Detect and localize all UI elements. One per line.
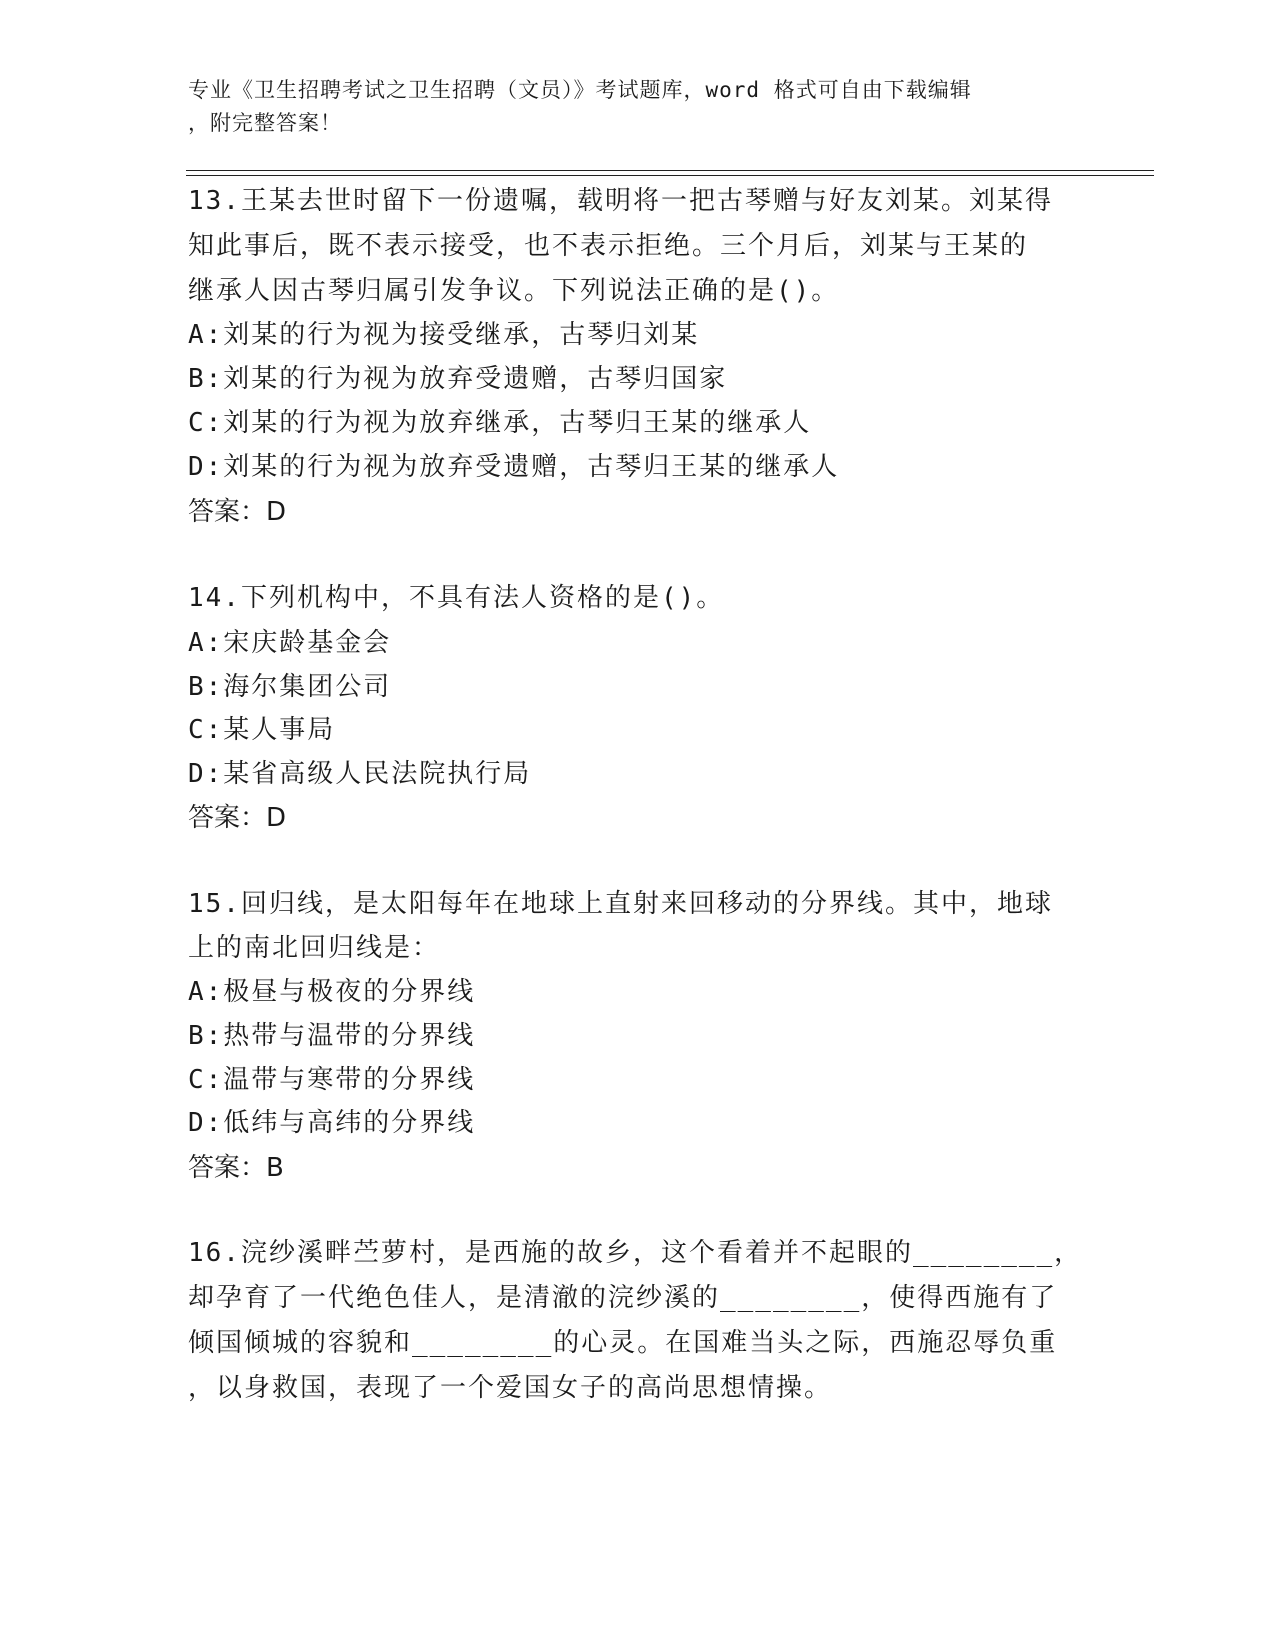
- question-13-stem-2: 知此事后，既不表示接受，也不表示拒绝。三个月后，刘某与王某的: [188, 231, 1029, 261]
- document-header: [188, 74, 1068, 140]
- question-15-stem-1: 15.回归线，是太阳每年在地球上直射来回移动的分界线。其中，地球: [188, 889, 1053, 919]
- question-13-option-b: B:刘某的行为视为放弃受遗赠，古琴归国家: [188, 364, 728, 394]
- question-14-stem-1: 14.下列机构中，不具有法人资格的是()。: [188, 583, 725, 613]
- question-15-stem-2: 上的南北回归线是：: [188, 933, 441, 963]
- header-rule-top: [186, 170, 1154, 171]
- question-15-answer: 答案：B: [188, 1153, 284, 1183]
- question-14-answer: 答案：D: [188, 803, 287, 833]
- question-13-option-d: D:刘某的行为视为放弃受遗赠，古琴归王某的继承人: [188, 452, 840, 482]
- question-13-option-c: C:刘某的行为视为放弃继承，古琴归王某的继承人: [188, 408, 812, 438]
- question-16-stem-2: 却孕育了一代绝色佳人，是清澈的浣纱溪的________，使得西施有了: [188, 1283, 1058, 1313]
- question-13-stem-3: 继承人因古琴归属引发争议。下列说法正确的是()。: [188, 276, 840, 306]
- question-13-stem-1: 13.王某去世时留下一份遗嘱，载明将一把古琴赠与好友刘某。刘某得: [188, 186, 1053, 216]
- question-14-option-d: D:某省高级人民法院执行局: [188, 759, 532, 789]
- question-13-answer: 答案：D: [188, 497, 287, 527]
- question-16-stem-4: ，以身救国，表现了一个爱国女子的高尚思想情操。: [188, 1373, 833, 1403]
- question-14-option-a: A:宋庆龄基金会: [188, 628, 392, 658]
- question-15-option-a: A:极昼与极夜的分界线: [188, 977, 476, 1007]
- question-16-stem-1: 16.浣纱溪畔苎萝村，是西施的故乡，这个看着并不起眼的________，: [188, 1238, 1083, 1268]
- header-rule-bottom: [186, 175, 1154, 176]
- header-line-2: ，附完整答案！: [188, 111, 342, 135]
- question-16-stem-3: 倾国倾城的容貌和________的心灵。在国难当头之际，西施忍辱负重: [188, 1328, 1058, 1358]
- question-14-option-b: B:海尔集团公司: [188, 672, 392, 702]
- question-15-option-c: C:温带与寒带的分界线: [188, 1065, 476, 1095]
- question-15-option-b: B:热带与温带的分界线: [188, 1021, 476, 1051]
- question-13-option-a: A:刘某的行为视为接受继承，古琴归刘某: [188, 320, 700, 350]
- question-14-option-c: C:某人事局: [188, 715, 336, 745]
- question-15-option-d: D:低纬与高纬的分界线: [188, 1108, 476, 1138]
- header-line-1: 专业《卫生招聘考试之卫生招聘（文员）》考试题库，word 格式可自由下载编辑: [188, 78, 972, 102]
